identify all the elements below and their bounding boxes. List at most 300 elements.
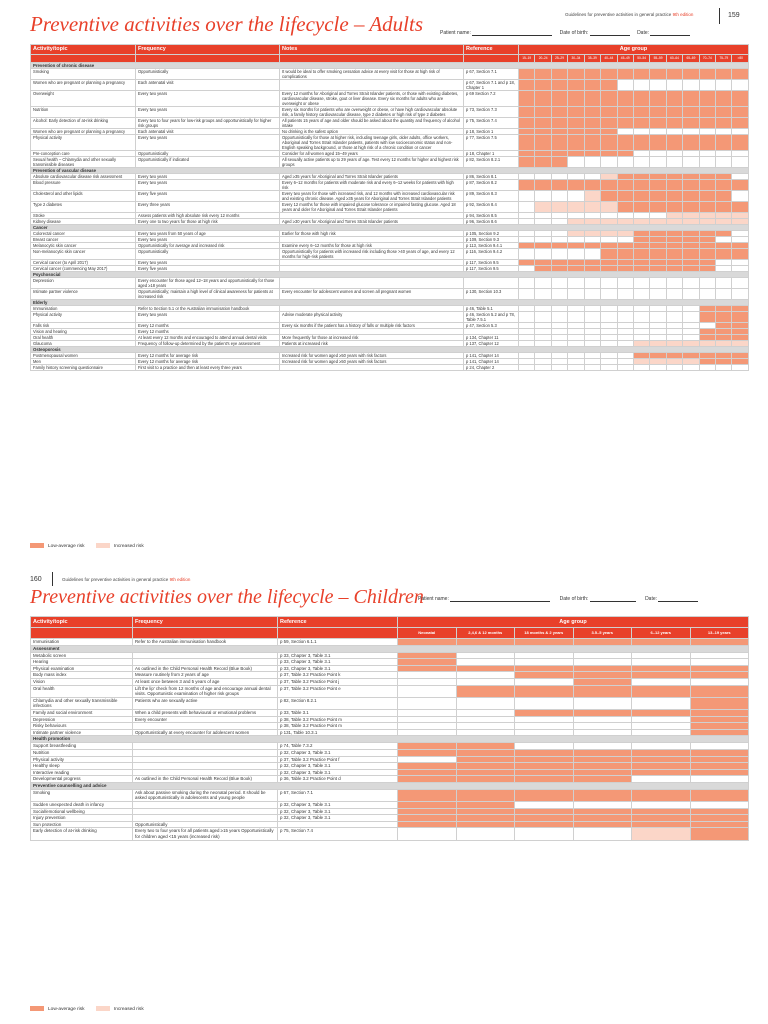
age-cell[interactable] [519,157,535,168]
age-cell[interactable] [398,756,457,763]
age-cell[interactable] [633,191,649,202]
age-cell[interactable] [716,278,732,289]
age-cell[interactable] [732,91,749,107]
age-cell[interactable] [573,639,632,646]
age-cell[interactable] [683,289,699,300]
age-cell[interactable] [650,249,666,260]
age-cell[interactable] [519,249,535,260]
age-cell[interactable] [398,678,457,685]
age-cell[interactable] [584,91,600,107]
age-cell[interactable] [666,278,682,289]
age-cell[interactable] [716,91,732,107]
age-cell[interactable] [601,278,617,289]
age-cell[interactable] [666,80,682,91]
age-cell[interactable] [456,652,515,659]
age-cell[interactable] [690,828,749,840]
age-cell[interactable] [683,135,699,151]
age-cell[interactable] [398,815,457,822]
age-cell[interactable] [699,249,715,260]
age-cell[interactable] [699,365,715,371]
age-cell[interactable] [650,202,666,213]
age-cell[interactable] [732,289,749,300]
age-cell[interactable] [632,756,691,763]
age-cell[interactable] [584,69,600,80]
age-cell[interactable] [568,278,584,289]
age-cell[interactable] [515,697,574,709]
age-cell[interactable] [633,278,649,289]
age-cell[interactable] [633,107,649,118]
age-cell[interactable] [683,249,699,260]
age-cell[interactable] [519,365,535,371]
age-cell[interactable] [573,763,632,770]
age-cell[interactable] [650,118,666,129]
age-cell[interactable] [398,743,457,750]
age-cell[interactable] [398,709,457,716]
age-cell[interactable] [633,202,649,213]
age-cell[interactable] [456,665,515,672]
age-cell[interactable] [515,828,574,840]
age-cell[interactable] [515,665,574,672]
age-cell[interactable] [683,312,699,323]
age-cell[interactable] [601,135,617,151]
age-cell[interactable] [573,743,632,750]
age-cell[interactable] [650,157,666,168]
age-cell[interactable] [699,135,715,151]
age-cell[interactable] [551,69,567,80]
age-cell[interactable] [633,180,649,191]
age-cell[interactable] [699,289,715,300]
age-cell[interactable] [732,278,749,289]
age-cell[interactable] [650,69,666,80]
age-cell[interactable] [398,685,457,697]
age-cell[interactable] [732,80,749,91]
age-cell[interactable] [568,118,584,129]
age-cell[interactable] [584,191,600,202]
age-cell[interactable] [617,202,633,213]
age-cell[interactable] [551,365,567,371]
age-cell[interactable] [632,828,691,840]
age-cell[interactable] [683,69,699,80]
age-cell[interactable] [633,157,649,168]
age-cell[interactable] [632,709,691,716]
age-cell[interactable] [617,69,633,80]
age-cell[interactable] [398,723,457,730]
age-cell[interactable] [519,135,535,151]
age-cell[interactable] [690,652,749,659]
age-cell[interactable] [535,107,551,118]
age-cell[interactable] [573,729,632,736]
age-cell[interactable] [683,91,699,107]
age-cell[interactable] [568,69,584,80]
age-cell[interactable] [456,815,515,822]
age-cell[interactable] [601,107,617,118]
age-cell[interactable] [601,191,617,202]
age-cell[interactable] [666,157,682,168]
age-cell[interactable] [732,191,749,202]
age-cell[interactable] [515,763,574,770]
age-cell[interactable] [683,180,699,191]
age-cell[interactable] [699,202,715,213]
age-cell[interactable] [666,191,682,202]
age-cell[interactable] [699,80,715,91]
age-cell[interactable] [690,776,749,783]
age-cell[interactable] [601,202,617,213]
age-cell[interactable] [666,365,682,371]
age-cell[interactable] [398,776,457,783]
age-cell[interactable] [456,659,515,666]
age-cell[interactable] [699,69,715,80]
age-cell[interactable] [456,723,515,730]
age-cell[interactable] [573,659,632,666]
age-cell[interactable] [690,672,749,679]
age-cell[interactable] [519,191,535,202]
age-cell[interactable] [683,118,699,129]
age-cell[interactable] [515,802,574,809]
age-cell[interactable] [683,365,699,371]
age-cell[interactable] [617,278,633,289]
age-cell[interactable] [519,69,535,80]
age-cell[interactable] [535,118,551,129]
age-cell[interactable] [584,80,600,91]
age-cell[interactable] [584,289,600,300]
age-cell[interactable] [398,697,457,709]
age-cell[interactable] [584,365,600,371]
age-cell[interactable] [601,365,617,371]
age-cell[interactable] [632,652,691,659]
age-cell[interactable] [650,180,666,191]
age-cell[interactable] [568,135,584,151]
age-cell[interactable] [617,312,633,323]
age-cell[interactable] [515,821,574,828]
age-cell[interactable] [573,709,632,716]
age-cell[interactable] [573,672,632,679]
age-cell[interactable] [515,743,574,750]
age-cell[interactable] [515,716,574,723]
age-cell[interactable] [568,91,584,107]
age-cell[interactable] [519,202,535,213]
age-cell[interactable] [515,769,574,776]
age-cell[interactable] [632,672,691,679]
age-cell[interactable] [650,80,666,91]
age-cell[interactable] [515,672,574,679]
age-cell[interactable] [666,180,682,191]
age-cell[interactable] [632,743,691,750]
age-cell[interactable] [551,157,567,168]
age-cell[interactable] [690,815,749,822]
age-cell[interactable] [515,756,574,763]
age-cell[interactable] [633,365,649,371]
age-cell[interactable] [716,80,732,91]
age-cell[interactable] [398,763,457,770]
age-cell[interactable] [456,802,515,809]
age-cell[interactable] [584,249,600,260]
age-cell[interactable] [666,107,682,118]
age-cell[interactable] [456,776,515,783]
age-cell[interactable] [573,828,632,840]
age-cell[interactable] [568,191,584,202]
age-cell[interactable] [515,815,574,822]
age-cell[interactable] [650,191,666,202]
date-field[interactable] [650,35,690,36]
age-cell[interactable] [398,802,457,809]
patient-name-field[interactable] [450,601,550,602]
age-cell[interactable] [535,135,551,151]
age-cell[interactable] [666,118,682,129]
age-cell[interactable] [515,639,574,646]
age-cell[interactable] [732,135,749,151]
age-cell[interactable] [633,69,649,80]
age-cell[interactable] [568,289,584,300]
age-cell[interactable] [456,789,515,801]
age-cell[interactable] [633,135,649,151]
age-cell[interactable] [690,709,749,716]
age-cell[interactable] [456,678,515,685]
age-cell[interactable] [617,107,633,118]
age-cell[interactable] [601,289,617,300]
age-cell[interactable] [573,697,632,709]
patient-name-field[interactable] [472,35,552,36]
age-cell[interactable] [617,135,633,151]
age-cell[interactable] [519,278,535,289]
age-cell[interactable] [535,249,551,260]
age-cell[interactable] [617,365,633,371]
age-cell[interactable] [398,769,457,776]
age-cell[interactable] [398,659,457,666]
age-cell[interactable] [456,749,515,756]
age-cell[interactable] [632,659,691,666]
age-cell[interactable] [650,312,666,323]
age-cell[interactable] [515,776,574,783]
age-cell[interactable] [515,789,574,801]
age-cell[interactable] [632,808,691,815]
age-cell[interactable] [690,659,749,666]
age-cell[interactable] [535,91,551,107]
age-cell[interactable] [683,202,699,213]
age-cell[interactable] [515,652,574,659]
age-cell[interactable] [690,697,749,709]
age-cell[interactable] [699,191,715,202]
age-cell[interactable] [666,312,682,323]
age-cell[interactable] [398,789,457,801]
age-cell[interactable] [515,709,574,716]
age-cell[interactable] [617,249,633,260]
age-cell[interactable] [632,729,691,736]
age-cell[interactable] [683,191,699,202]
age-cell[interactable] [690,808,749,815]
age-cell[interactable] [573,716,632,723]
age-cell[interactable] [732,202,749,213]
age-cell[interactable] [456,685,515,697]
age-cell[interactable] [573,821,632,828]
age-cell[interactable] [699,157,715,168]
age-cell[interactable] [732,107,749,118]
age-cell[interactable] [573,723,632,730]
age-cell[interactable] [683,157,699,168]
age-cell[interactable] [601,312,617,323]
age-cell[interactable] [519,91,535,107]
age-cell[interactable] [601,91,617,107]
age-cell[interactable] [617,191,633,202]
age-cell[interactable] [716,107,732,118]
age-cell[interactable] [632,697,691,709]
age-cell[interactable] [632,685,691,697]
age-cell[interactable] [617,180,633,191]
age-cell[interactable] [632,678,691,685]
age-cell[interactable] [573,776,632,783]
age-cell[interactable] [398,729,457,736]
age-cell[interactable] [398,808,457,815]
age-cell[interactable] [535,69,551,80]
age-cell[interactable] [632,665,691,672]
age-cell[interactable] [716,312,732,323]
age-cell[interactable] [568,80,584,91]
age-cell[interactable] [535,289,551,300]
age-cell[interactable] [568,312,584,323]
age-cell[interactable] [732,312,749,323]
age-cell[interactable] [699,180,715,191]
age-cell[interactable] [515,749,574,756]
age-cell[interactable] [716,69,732,80]
age-cell[interactable] [398,639,457,646]
date-field[interactable] [658,601,698,602]
age-cell[interactable] [716,365,732,371]
age-cell[interactable] [666,202,682,213]
age-cell[interactable] [573,665,632,672]
age-cell[interactable] [617,91,633,107]
age-cell[interactable] [690,665,749,672]
age-cell[interactable] [650,135,666,151]
age-cell[interactable] [690,685,749,697]
age-cell[interactable] [456,729,515,736]
age-cell[interactable] [515,678,574,685]
age-cell[interactable] [699,312,715,323]
age-cell[interactable] [573,678,632,685]
age-cell[interactable] [584,180,600,191]
age-cell[interactable] [535,80,551,91]
age-cell[interactable] [535,180,551,191]
age-cell[interactable] [732,118,749,129]
age-cell[interactable] [632,763,691,770]
age-cell[interactable] [573,756,632,763]
age-cell[interactable] [568,249,584,260]
age-cell[interactable] [584,107,600,118]
age-cell[interactable] [584,157,600,168]
age-cell[interactable] [398,749,457,756]
age-cell[interactable] [699,278,715,289]
age-cell[interactable] [573,815,632,822]
age-cell[interactable] [456,743,515,750]
age-cell[interactable] [601,157,617,168]
age-cell[interactable] [632,716,691,723]
age-cell[interactable] [551,249,567,260]
age-cell[interactable] [716,118,732,129]
age-cell[interactable] [690,802,749,809]
age-cell[interactable] [456,697,515,709]
age-cell[interactable] [519,107,535,118]
age-cell[interactable] [456,672,515,679]
age-cell[interactable] [683,80,699,91]
age-cell[interactable] [456,808,515,815]
age-cell[interactable] [650,289,666,300]
age-cell[interactable] [666,91,682,107]
age-cell[interactable] [551,289,567,300]
age-cell[interactable] [568,365,584,371]
age-cell[interactable] [573,802,632,809]
age-cell[interactable] [519,312,535,323]
age-cell[interactable] [632,776,691,783]
age-cell[interactable] [601,80,617,91]
age-cell[interactable] [632,802,691,809]
age-cell[interactable] [650,278,666,289]
age-cell[interactable] [617,289,633,300]
age-cell[interactable] [519,80,535,91]
age-cell[interactable] [601,69,617,80]
age-cell[interactable] [633,312,649,323]
age-cell[interactable] [551,135,567,151]
age-cell[interactable] [515,808,574,815]
age-cell[interactable] [666,249,682,260]
age-cell[interactable] [632,769,691,776]
age-cell[interactable] [551,107,567,118]
age-cell[interactable] [699,107,715,118]
age-cell[interactable] [633,118,649,129]
age-cell[interactable] [690,678,749,685]
age-cell[interactable] [716,191,732,202]
age-cell[interactable] [716,135,732,151]
age-cell[interactable] [633,249,649,260]
age-cell[interactable] [617,157,633,168]
age-cell[interactable] [535,278,551,289]
age-cell[interactable] [690,729,749,736]
age-cell[interactable] [732,249,749,260]
age-cell[interactable] [584,312,600,323]
age-cell[interactable] [732,157,749,168]
age-cell[interactable] [632,821,691,828]
age-cell[interactable] [519,180,535,191]
age-cell[interactable] [690,743,749,750]
age-cell[interactable] [535,157,551,168]
age-cell[interactable] [573,652,632,659]
age-cell[interactable] [690,749,749,756]
age-cell[interactable] [456,709,515,716]
age-cell[interactable] [650,91,666,107]
age-cell[interactable] [601,118,617,129]
age-cell[interactable] [551,80,567,91]
age-cell[interactable] [573,808,632,815]
age-cell[interactable] [456,716,515,723]
dob-field[interactable] [590,35,630,36]
age-cell[interactable] [690,756,749,763]
age-cell[interactable] [551,118,567,129]
age-cell[interactable] [690,821,749,828]
age-cell[interactable] [551,312,567,323]
age-cell[interactable] [716,157,732,168]
age-cell[interactable] [633,80,649,91]
age-cell[interactable] [732,180,749,191]
age-cell[interactable] [568,157,584,168]
age-cell[interactable] [456,769,515,776]
age-cell[interactable] [732,69,749,80]
age-cell[interactable] [716,202,732,213]
age-cell[interactable] [551,180,567,191]
age-cell[interactable] [716,180,732,191]
age-cell[interactable] [535,365,551,371]
age-cell[interactable] [650,365,666,371]
age-cell[interactable] [666,135,682,151]
age-cell[interactable] [551,191,567,202]
age-cell[interactable] [456,763,515,770]
age-cell[interactable] [551,202,567,213]
